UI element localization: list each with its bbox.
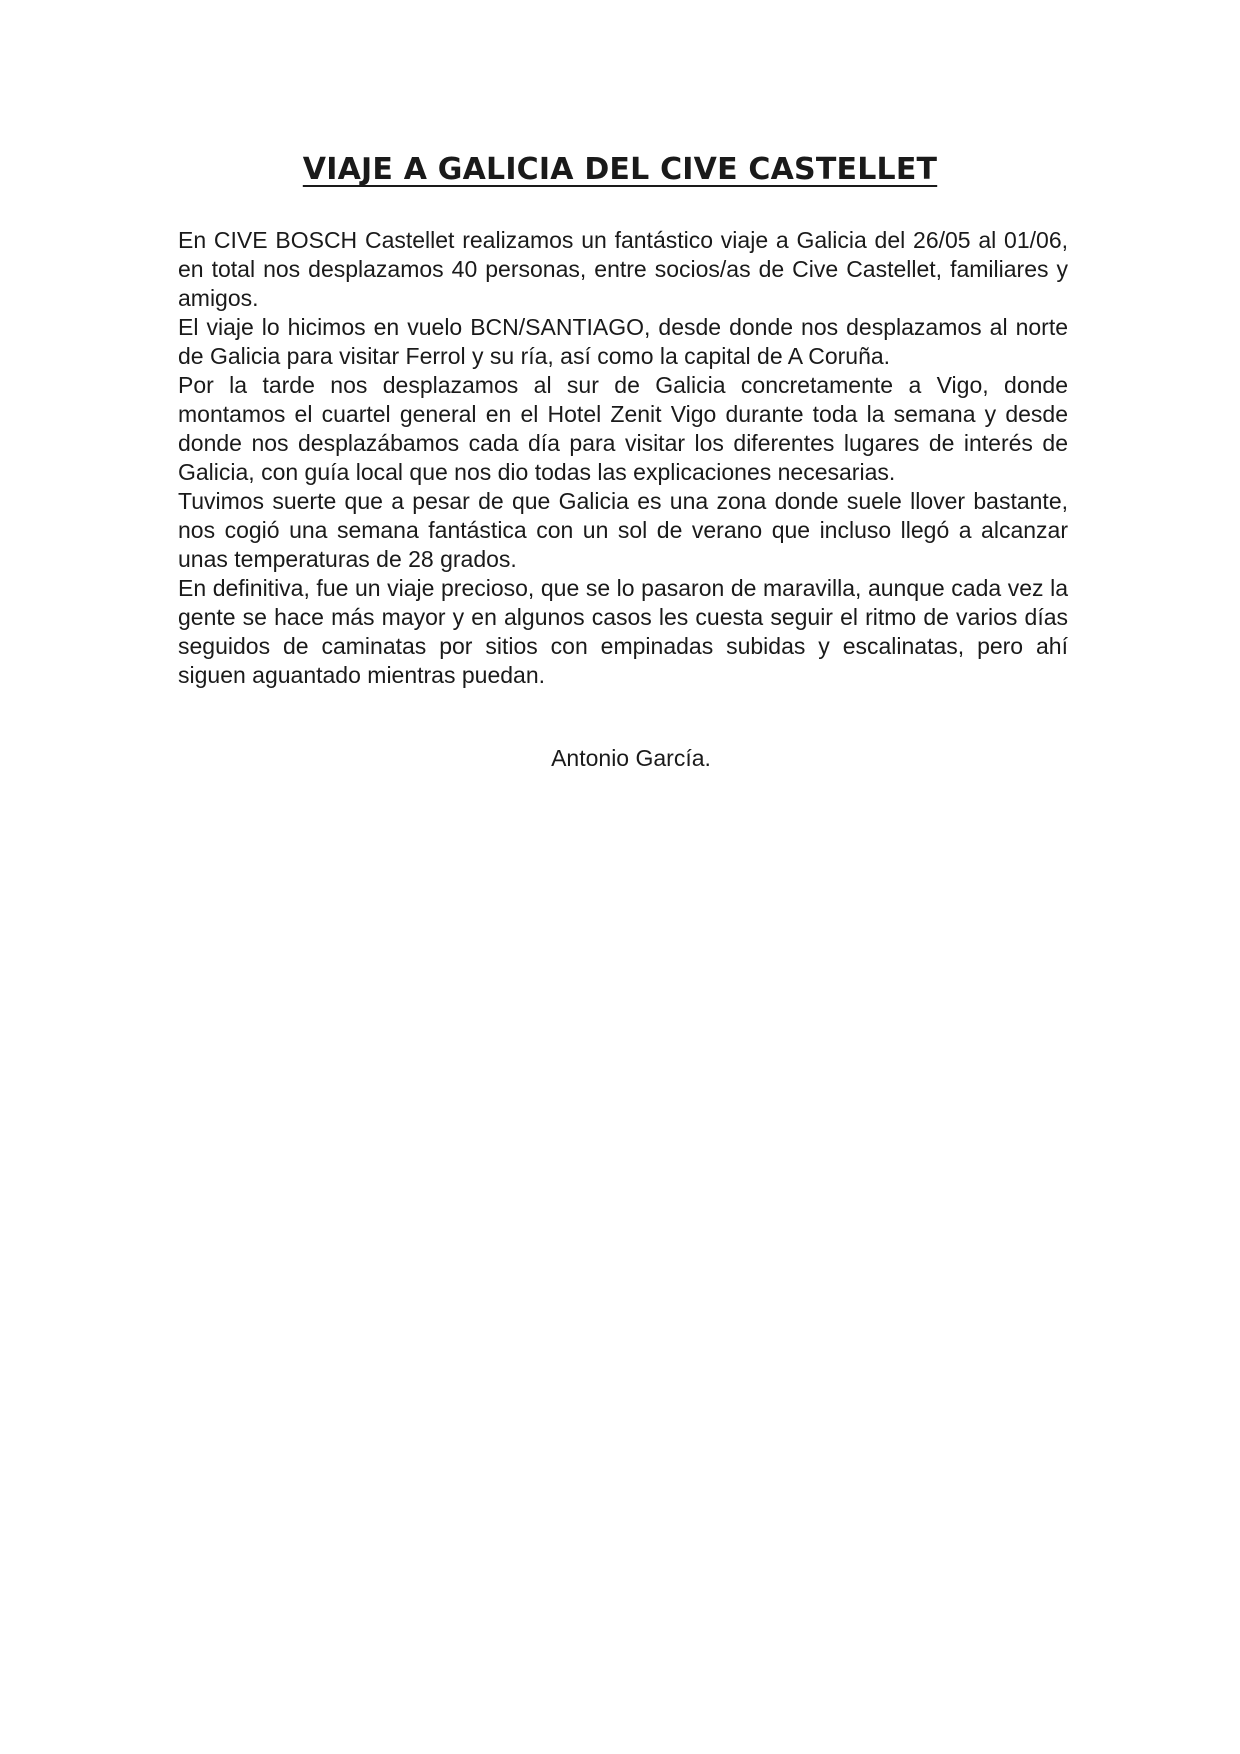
paragraph-vigo: Por la tarde nos desplazamos al sur de Galicia concretamente a Vigo, donde montamos el cuartel general en el Hotel Zenit Vigo durante toda la semana y desde donde nos desplazábamos cada día para visitar los diferentes lugares de interés de Galicia, con guía local que nos dio todas las explicaciones necesarias. (178, 372, 1068, 485)
paragraph-conclusion: En definitiva, fue un viaje precioso, que se lo pasaron de maravilla, aunque cada vez la gente se hace más mayor y en algunos casos les cuesta seguir el ritmo de varios días seguidos de caminatas por sitios con empinadas subidas y escalinatas, pero ahí siguen aguantado mientras puedan. (178, 575, 1068, 688)
paragraph-weather: Tuvimos suerte que a pesar de que Galicia es una zona donde suele llover bastante, nos cogió una semana fantástica con un sol de verano que incluso llegó a alcanzar unas temperaturas de 28 grados. (178, 488, 1068, 572)
author-signature: Antonio García. (551, 745, 711, 771)
paragraph-trip-intro: En CIVE BOSCH Castellet realizamos un fantástico viaje a Galicia del 26/05 al 01/06, en total nos desplazamos 40 personas, entre socios/as de Cive Castellet, familiares y amigos. (178, 227, 1068, 311)
document-title (0, 152, 1240, 187)
document-body (178, 226, 1068, 690)
paragraph-flight: El viaje lo hicimos en vuelo BCN/SANTIAGO, desde donde nos desplazamos al norte de Galicia para visitar Ferrol y su ría, así como la capital de A Coruña. (178, 314, 1068, 369)
document-title-text: VIAJE A GALICIA DEL CIVE CASTELLET (302, 152, 938, 187)
